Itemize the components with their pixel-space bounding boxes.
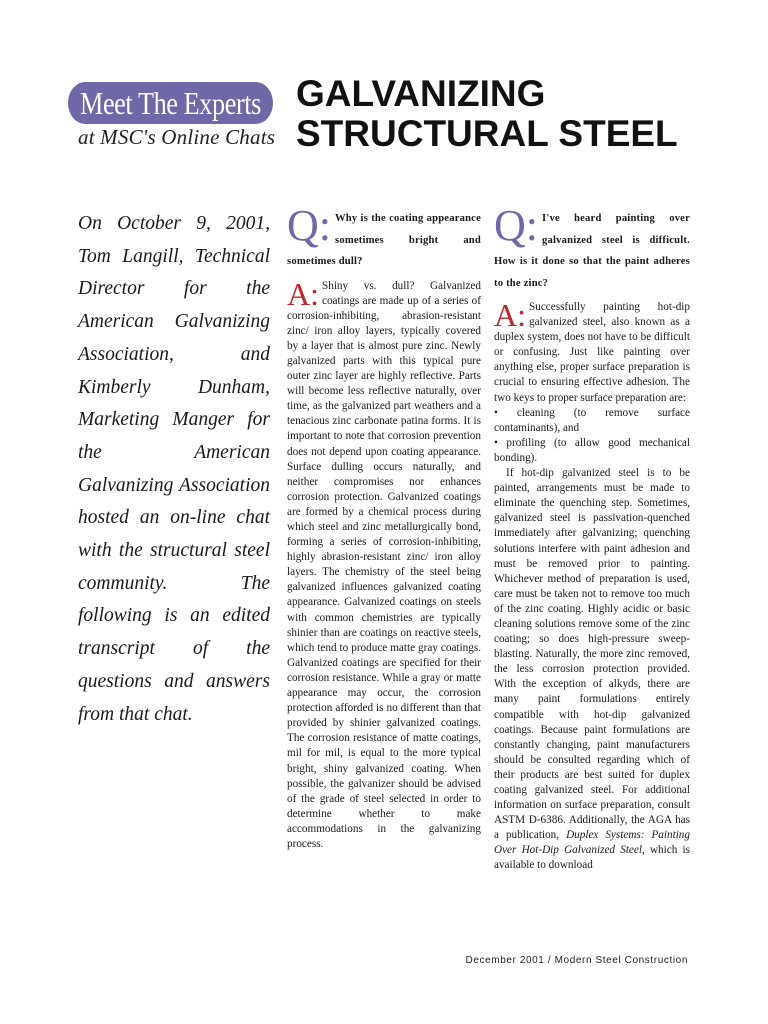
qa-column-1 bbox=[287, 201, 481, 852]
a-mark: A: bbox=[494, 297, 526, 333]
title-line-2: STRUCTURAL STEEL bbox=[296, 113, 678, 154]
qa-column-2 bbox=[494, 201, 690, 874]
intro-paragraph: On October 9, 2001, Tom Langill, Technical Director for the American Galvanizing Association, and Kimberly Dunham, Marketing Manger for the American Galvanizing Association hosted an on-line chat with the structural steel community. The following is an edited transcript of the questions and answers from that chat. bbox=[78, 213, 270, 725]
question-block bbox=[494, 201, 690, 294]
answer-block bbox=[494, 297, 690, 874]
page-header bbox=[0, 0, 768, 190]
answer-text: Shiny vs. dull? Galvanized coatings are made up of a series of corrosion-inhibiting, abrasion-resistant zinc/ iron alloy layers, typically covered by a layer that is almost pure zinc. Newly galvanized parts with this typical pure outer zinc layer are highly reflective. Parts will become less reflective naturally, over time, as the galvanized part weathers and a tenacious zinc carbonate patina forms. It is important to note that corrosion prevention does not depend upon coating appearance. Surface dulling occurs naturally, and neither compromises nor enhances corrosion protection. Galvanized coatings are formed by a chemical process during which steel and zinc metallurgically bond, forming a series of corrosion-inhibiting, highly abrasion-resistant zinc/ iron alloy layers. The chemistry of the steel being galvanized influences galvanized coating appearance. Galvanized coatings on steels with common chemistries are typically shinier than are coatings on reactive steels, which tend to produce matte gray coatings. Galvanized coatings are specified for their corrosion resistance. While a gray or matte appearance may occur, the corrosion protection afforded is no different than that provided by shinier galvanized coatings. The corrosion resistance of matte coatings, mil for mil, is equal to the more typical bright, shiny galvanized coating. When possible, the galvanizer should be advised of the grade of steel selected in order to determine whether to make accommodations in the galvanizing process. bbox=[287, 279, 481, 850]
title-line-1: GALVANIZING bbox=[296, 73, 546, 114]
q-mark: Q: bbox=[494, 201, 538, 250]
answer-text: Successfully painting hot-dip galvanized steel, also known as a duplex system, does not have to be difficult or confusing. Just like painting over anything else, proper surface preparation is crucial to ensuring effective adhesion. The two keys to proper surface preparation are: bbox=[494, 301, 690, 404]
answer-block bbox=[287, 275, 481, 853]
page-footer: December 2001 / Modern Steel Construction bbox=[465, 955, 688, 966]
a-mark: A: bbox=[287, 275, 319, 312]
question-text: Why is the coating appearance sometimes bright and sometimes dull? bbox=[287, 213, 481, 267]
badge-subtitle: at MSC's Online Chats bbox=[78, 125, 276, 149]
meet-the-experts-badge: Meet The Experts bbox=[68, 82, 273, 124]
question-text: I've heard painting over galvanized steel is difficult. How is it done so that the paint adheres to the zinc? bbox=[494, 213, 690, 289]
bullet-item: • profiling (to allow good mechanical bonding). bbox=[494, 436, 690, 464]
article-title bbox=[296, 74, 736, 154]
continuation-tail: , which is available to download bbox=[494, 844, 690, 872]
bullet-item: • cleaning (to remove surface contaminants), and bbox=[494, 406, 690, 434]
question-block bbox=[287, 201, 481, 273]
q-mark: Q: bbox=[287, 201, 331, 250]
publication-title: Duplex Systems: Painting Over Hot-Dip Galvanized Steel bbox=[494, 829, 690, 857]
continuation-text: If hot-dip galvanized steel is to be painted, arrangements must be made to eliminate the quenching step. Sometimes, galvanized steel is passivation-quenched immediately after galvanizing; quenching solutions interfere with paint adhesion and must be removed prior to painting. Whichever method of preparation is used, care must be taken not to remove too much of the zinc coating. Highly acidic or basic cleaning solutions remove some of the zinc coating; so does high-pressure sweep-blasting. Naturally, the more zinc removed, the less corrosion protection provided. With the exception of alkyds, there are many paint formulations entirely compatible with hot-dip galvanized coatings. Because paint formulations are constantly changing, paint manufacturers should be consulted regarding which of their products are best suited for duplex coating galvanized steel. For additional information on surface preparation, consult ASTM D-6386. Additionally, the AGA has a publication, bbox=[494, 467, 690, 842]
answer-continuation bbox=[494, 466, 690, 874]
